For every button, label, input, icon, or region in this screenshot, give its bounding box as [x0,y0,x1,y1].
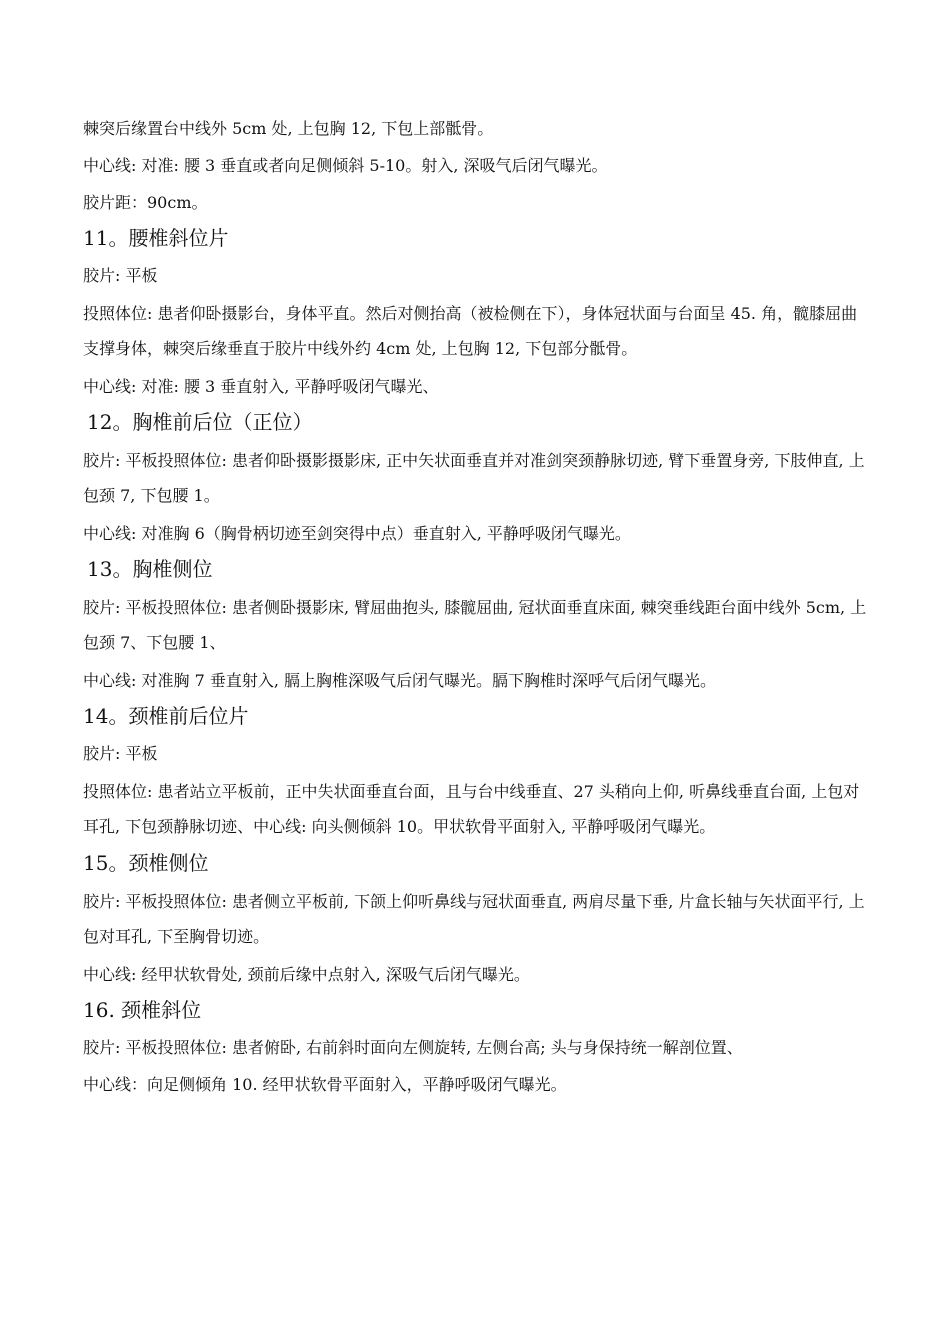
heading-cervical-lateral: 15。颈椎侧位 [83,851,209,875]
paragraph-central-ray-lumbar-oblique: 中心线: 对准: 腰 3 垂直射入, 平静呼吸闭气曝光、 [83,377,439,396]
paragraph-central-ray-cervical-lateral: 中心线: 经甲状软骨处, 颈前后缘中点射入, 深吸气后闭气曝光。 [83,965,530,984]
paragraph-central-ray-cervical-oblique: 中心线：向足侧倾角 10. 经甲状软骨平面射入，平静呼吸闭气曝光。 [83,1075,567,1094]
paragraph-positioning-thoracic-lateral: 胶片: 平板投照体位: 患者侧卧摄影床, 臂屈曲抱头, 膝髋屈曲, 冠状面垂直床面, 棘突垂线距台面中线外 5cm, 上包颈 7、下包腰 1、 [83,598,867,652]
heading-cervical-oblique: 16. 颈椎斜位 [83,998,202,1022]
paragraph-positioning-lumbar-oblique: 投照体位: 患者仰卧摄影台，身体平直。然后对侧抬高（被检侧在下），身体冠状面与台面呈 45. 角，髋膝屈曲支撑身体，棘突后缘垂直于胶片中线外约 4cm 处, 上包胸 12, 下包部分骶骨。 [83,304,858,358]
paragraph-positioning-thoracic-ap: 胶片: 平板投照体位: 患者仰卧摄影摄影床, 正中矢状面垂直并对准剑突颈静脉切迹, 臂下垂置身旁, 下肢伸直, 上包颈 7, 下包腰 1。 [83,451,865,505]
paragraph-central-ray-thoracic-lateral: 中心线: 对准胸 7 垂直射入, 膈上胸椎深吸气后闭气曝光。膈下胸椎时深呼气后闭气曝光。 [83,671,717,690]
paragraph-positioning-cervical-oblique: 胶片: 平板投照体位: 患者俯卧, 右前斜时面向左侧旋转, 左侧台高; 头与身保持统一解剖位置、 [83,1038,743,1057]
paragraph-central-ray-thoracic-ap: 中心线: 对准胸 6（胸骨柄切迹至剑突得中点）垂直射入, 平静呼吸闭气曝光。 [83,524,631,543]
heading-thoracic-lateral: 13。胸椎侧位 [87,557,213,581]
heading-thoracic-ap: 12。胸椎前后位（正位） [87,410,313,434]
paragraph-film-distance: 胶片距：90cm。 [83,193,208,212]
paragraph-film-type-cervical-ap: 胶片: 平板 [83,744,158,763]
paragraph-positioning-cervical-lateral: 胶片: 平板投照体位: 患者侧立平板前, 下颌上仰听鼻线与冠状面垂直, 两肩尽量下垂, 片盒长轴与矢状面平行, 上包对耳孔, 下至胸骨切迹。 [83,892,865,946]
paragraph-central-ray-lumbar-ap: 中心线: 对准: 腰 3 垂直或者向足侧倾斜 5-10。射入, 深吸气后闭气曝光。 [83,156,608,175]
document-page [83,112,873,1105]
paragraph-spinous-position: 棘突后缘置台中线外 5cm 处, 上包胸 12, 下包上部骶骨。 [83,119,494,138]
paragraph-positioning-cervical-ap: 投照体位: 患者站立平板前，正中失状面垂直台面，且与台中线垂直、27 头稍向上仰, 听鼻线垂直台面, 上包对耳孔, 下包颈静脉切迹、中心线: 向头侧倾斜 10。甲状软骨平面射入, 平静呼吸闭气曝光。 [83,782,860,836]
heading-lumbar-oblique: 11。腰椎斜位片 [83,226,229,250]
heading-cervical-ap: 14。颈椎前后位片 [83,704,249,728]
paragraph-film-type: 胶片: 平板 [83,266,158,285]
